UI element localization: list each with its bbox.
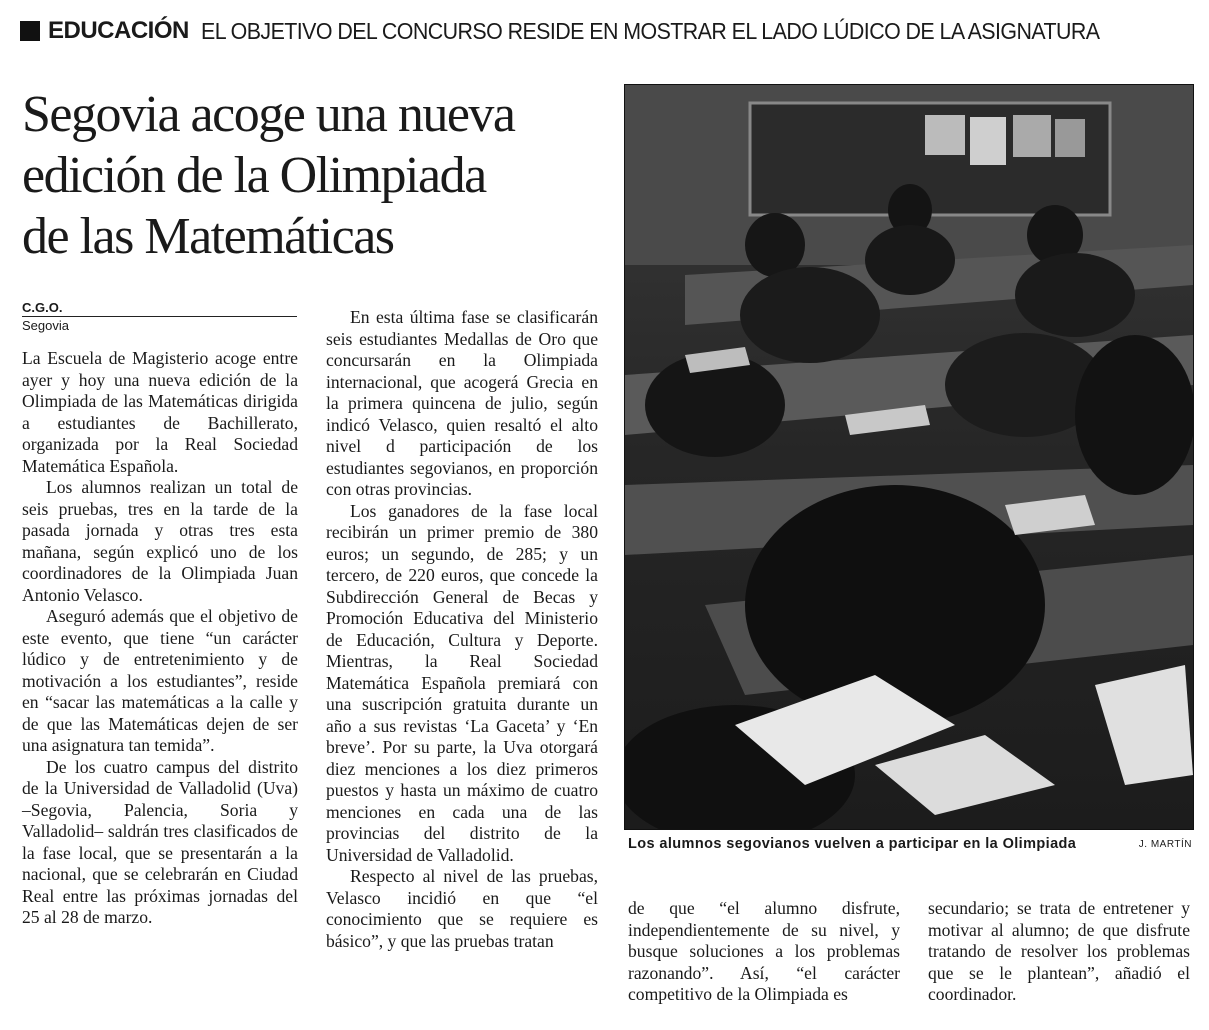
photo-caption [628, 833, 1192, 855]
byline-author: C.G.O. [22, 300, 297, 317]
section-header [20, 14, 1167, 48]
article-paragraph: En esta última fase se clasificarán seis estudiantes Medallas de Oro que concursarán en la Olimpiada internacional, que acogerá Grecia en la primera quincena de julio, según indicó Velasco, quien resaltó el alto nivel d participación de los estudiantes segovianos, en proporción con otras provincias. [326, 307, 598, 499]
article-column-3 [628, 898, 900, 1006]
classroom-photo [624, 84, 1194, 830]
article-column-4 [928, 898, 1190, 1006]
article-column-2 [326, 307, 598, 952]
section-marker-square [20, 21, 40, 41]
section-name: EDUCACIÓN [48, 17, 189, 44]
headline-line: de las Matemáticas [22, 208, 394, 265]
article-paragraph: Aseguró además que el objetivo de este evento, que tiene “un carácter lúdico y de entretenimiento y de motivación a los estudiantes”, reside en “sacar las matemáticas a la calle y de que las Matemáticas dejen de ser una asignatura tan temida”. [22, 606, 298, 755]
byline [22, 300, 297, 333]
section-kicker: EL OBJETIVO DEL CONCURSO RESIDE EN MOSTRAR EL LADO LÚDICO DE LA ASIGNATURA [200, 17, 1100, 44]
article-paragraph: Respecto al nivel de las pruebas, Velasco incidió en que “el conocimiento que se requiere es básico”, y que las pruebas tratan [326, 866, 598, 951]
photo-caption-text: Los alumnos segovianos vuelven a participar en la Olimpiada [628, 836, 1077, 852]
classroom-photo-illustration [625, 85, 1193, 829]
article-headline [22, 84, 602, 267]
article-paragraph: Los alumnos realizan un total de seis pruebas, tres en la tarde de la pasada jornada y otras tres esta mañana, según explicó uno de los coordinadores de la Olimpiada Juan Antonio Velasco. [22, 477, 298, 605]
article-paragraph: De los cuatro campus del distrito de la Universidad de Valladolid (Uva) –Segovia, Palencia, Soria y Valladolid– saldrán tres clasificados de la fase local, que se presentarán a la nacional, que se celebrarán en Ciudad Real entre las próximas jornadas del 25 al 28 de marzo. [22, 756, 298, 927]
photo-credit: J. MARTÍN [1138, 838, 1192, 850]
article-paragraph: secundario; se trata de entretener y motivar al alumno; de que disfrute tratando de resolver los problemas que se le plantean”, añadió el coordinador. [928, 898, 1190, 1004]
byline-place: Segovia [22, 318, 69, 333]
article-paragraph: Los ganadores de la fase local recibirán un primer premio de 380 euros; un segundo, de 285; y un tercero, de 220 euros, que concede la Subdirección General de Becas y Promoción Educativa del Ministerio de Educación, Cultura y Deporte. Mientras, la Real Sociedad Matemática Española premiará con una suscripción gratuita durante un año a sus revistas ‘La Gaceta’ y ‘En breve’. Por su parte, la Uva otorgará diez menciones a los diez primeros puestos y hasta un máximo de cuatro menciones en cada una de las provincias del distrito de la Universidad de Valladolid. [326, 500, 598, 865]
headline-line: Segovia acoge una nueva [22, 86, 515, 143]
article-paragraph: de que “el alumno disfrute, independientemente de su nivel, y busque soluciones a los problemas razonando”. Así, “el carácter competitivo de la Olimpiada es [628, 898, 900, 1004]
headline-line: edición de la Olimpiada [22, 147, 486, 204]
article-column-1 [22, 348, 298, 929]
article-paragraph: La Escuela de Magisterio acoge entre ayer y hoy una nueva edición de la Olimpiada de las Matemáticas dirigida a estudiantes de Bachillerato, organizada por la Real Sociedad Matemática Española. [22, 348, 298, 476]
